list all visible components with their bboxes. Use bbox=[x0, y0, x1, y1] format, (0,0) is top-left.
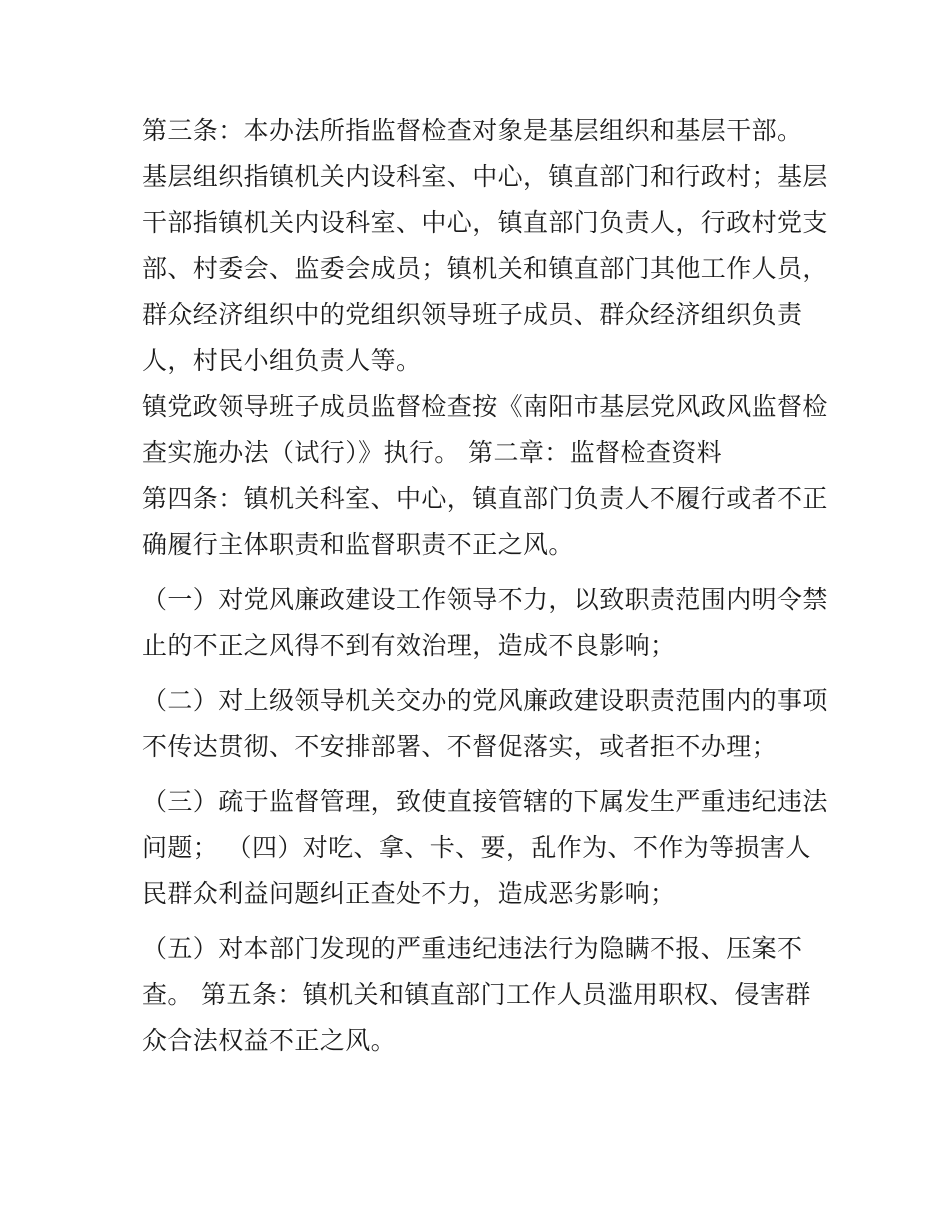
text-line: 基层组织指镇机关内设科室、中心，镇直部门和行政村；基层 bbox=[142, 162, 828, 191]
text-line: （三）疏于监督管理，致使直接管辖的下属发生严重违纪违法 bbox=[142, 787, 828, 816]
text-line: 查。 第五条：镇机关和镇直部门工作人员滥用职权、侵害群 bbox=[142, 980, 811, 1009]
text-line: 第三条：本办法所指监督检查对象是基层组织和基层干部。 bbox=[142, 116, 803, 145]
text-line: 第四条：镇机关科室、中心，镇直部门负责人不履行或者不正 bbox=[142, 484, 828, 513]
text-line: （五）对本部门发现的严重违纪违法行为隐瞒不报、压案不 bbox=[142, 934, 803, 963]
text-line: 众合法权益不正之风。 bbox=[142, 1026, 397, 1055]
text-line: 镇党政领导班子成员监督检查按《南阳市基层党风政风监督检 bbox=[142, 392, 828, 421]
text-line: （二）对上级领导机关交办的党风廉政建设职责范围内的事项 bbox=[142, 686, 828, 715]
text-line: （一）对党风廉政建设工作领导不力，以致职责范围内明令禁 bbox=[142, 585, 828, 614]
text-line: 查实施办法（试行）》执行。 第二章：监督检查资料 bbox=[142, 438, 723, 467]
text-line: 问题； （四）对吃、拿、卡、要，乱作为、不作为等损害人 bbox=[142, 833, 811, 862]
text-line: 群众经济组织中的党组织领导班子成员、群众经济组织负责 bbox=[142, 300, 803, 329]
text-line: 干部指镇机关内设科室、中心，镇直部门负责人，行政村党支 bbox=[142, 208, 828, 237]
text-line: 确履行主体职责和监督职责不正之风。 bbox=[142, 530, 574, 559]
text-line: 民群众利益问题纠正查处不力，造成恶劣影响； bbox=[142, 879, 676, 908]
text-line: 人，村民小组负责人等。 bbox=[142, 346, 422, 375]
text-line: 止的不正之风得不到有效治理，造成不良影响； bbox=[142, 631, 676, 660]
document-body bbox=[142, 108, 828, 1064]
text-line: 部、村委会、监委会成员；镇机关和镇直部门其他工作人员， bbox=[142, 254, 828, 283]
text-line: 不传达贯彻、不安排部署、不督促落实，或者拒不办理； bbox=[142, 732, 778, 761]
